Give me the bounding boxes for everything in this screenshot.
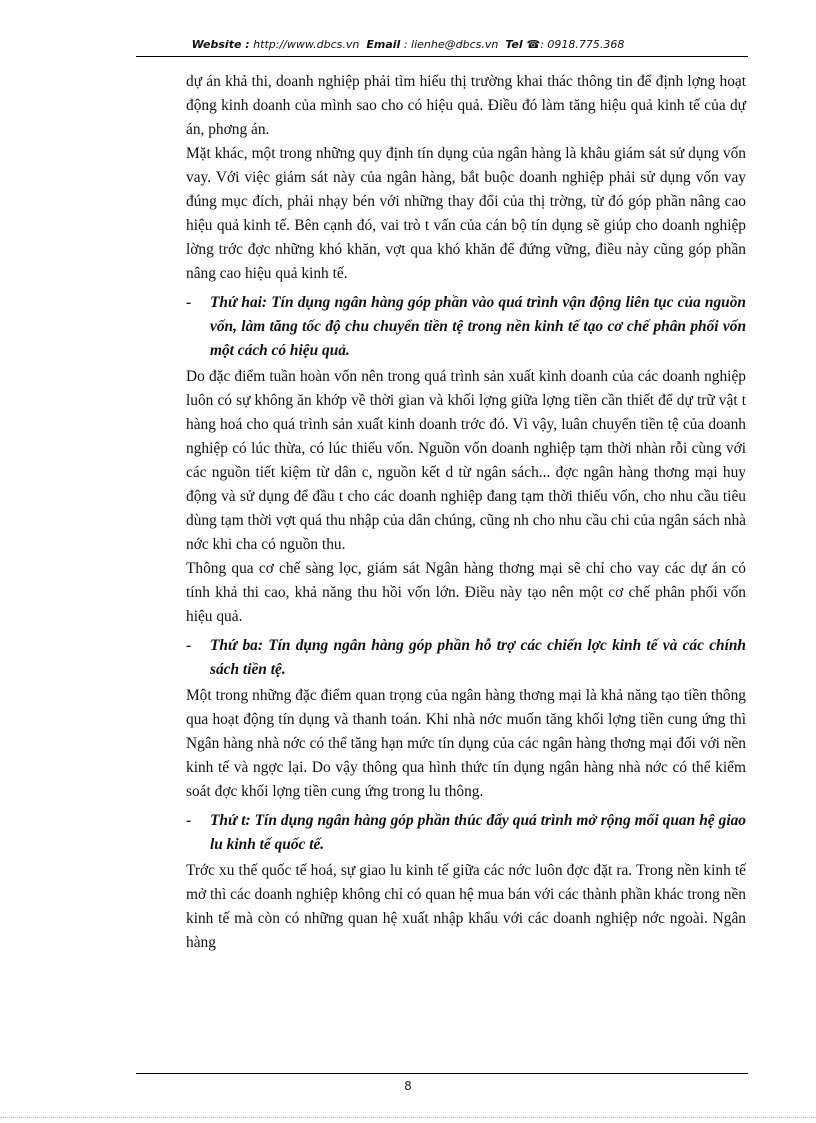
paragraph-5: Một trong những đặc điểm quan trọng của ngân hàng thơng mại là khả năng tạo tiền thông qua hoạt động tín dụng và thanh toán. Khi nhà nớc muốn tăng khối lợng tiền cung ứng thì Ngân hàng nhà nớc có thể tăng hạn mức tín dụng của các ngân hàng thơng mại đối với nền kinh tế và ngợc lại. Do vậy thông qua hình thức tín dụng ngân hàng nhà nớc có thể kiểm soát đợc khối lợng tiền cung ứng trong lu thông. <box>186 687 746 800</box>
bullet-dash: - <box>186 812 192 829</box>
page-bottom-border <box>0 1117 816 1118</box>
email-value[interactable]: : lienhe@dbcs.vn <box>403 38 499 51</box>
page-header <box>0 38 816 51</box>
paragraph-1: dự án khả thi, doanh nghiệp phải tìm hiểu thị trường khai thác thông tin để định lợng hoạt động kinh doanh của mình sao cho có hiệu quả. Điều đó làm tăng hiệu quả kinh tế của dự án, phơng án. <box>186 73 746 138</box>
bullet-dash: - <box>186 637 192 654</box>
heading-text: Thứ hai: Tín dụng ngân hàng góp phần vào quá trình vận động liên tục của nguồn vốn, làm tăng tốc độ chu chuyển tiền tệ trong nền kinh tế tạo cơ chế phân phối vốn một cách có hiệu quả. <box>210 294 746 359</box>
paragraph-4: Thông qua cơ chế sàng lọc, giám sát Ngân hàng thơng mại sẽ chỉ cho vay các dự án có tính khả thi cao, khả năng thu hồi vốn lớn. Điều này tạo nên một cơ chế phân phối vốn hiệu quả. <box>186 560 746 625</box>
heading-text: Thứ ba: Tín dụng ngân hàng góp phần hỗ trợ các chiến lợc kinh tế và các chính sách tiền tệ. <box>210 637 746 678</box>
header-divider <box>136 56 748 57</box>
website-label: Website : <box>191 38 250 51</box>
heading-thu-hai <box>186 291 746 363</box>
paragraph-2: Mặt khác, một trong những quy định tín dụng của ngân hàng là khâu giám sát sử dụng vốn vay. Với việc giám sát này của ngân hàng, bắt buộc doanh nghiệp phải sử dụng vốn vay đúng mục đích, phải nhạy bén với những thay đổi của thị trờng, từ đó góp phần nâng cao hiệu quả kinh tế. Bên cạnh đó, vai trò t vấn của cán bộ tín dụng sẽ giúp cho doanh nghiệp lờng trớc đợc những khó khăn, vợt qua khó khăn để đứng vững, điều này cũng góp phần nâng cao hiệu quả kinh tế. <box>186 145 746 282</box>
footer-divider <box>136 1073 748 1074</box>
heading-thu-ba <box>186 634 746 682</box>
bullet-dash: - <box>186 294 192 311</box>
page-number: 8 <box>404 1079 412 1093</box>
tel-value: : 0918.775.368 <box>540 38 625 51</box>
document-body <box>186 70 746 955</box>
paragraph-3: Do đặc điểm tuần hoàn vốn nên trong quá trình sản xuất kinh doanh của các doanh nghiệp luôn có sự không ăn khớp về thời gian và khối lợng giữa lợng tiền cần thiết để dự trữ vật t hàng hoá cho quá trình sản xuất kinh doanh trớc đó. Vì vậy, luân chuyển tiền tệ của doanh nghiệp có lúc thừa, có lúc thiếu vốn. Nguồn vốn doanh nghiệp tạm thời nhàn rỗi cùng với các nguồn tiết kiệm từ dân c, nguồn kết d từ ngân sách... đợc ngân hàng thơng mại huy động và sử dụng để đầu t cho các doanh nghiệp đang tạm thời thiếu vốn, cho nhu cầu tiêu dùng tạm thời vợt quá thu nhập của dân chúng, cũng nh cho nhu cầu chi của ngân sách nhà nớc khi cha có nguồn thu. <box>186 368 746 553</box>
heading-thu-tu <box>186 809 746 857</box>
heading-text: Thứ t: Tín dụng ngân hàng góp phần thúc đẩy quá trình mở rộng mối quan hệ giao lu kinh tế quốc tế. <box>210 812 746 853</box>
tel-label: Tel ☎ <box>505 38 541 51</box>
website-url[interactable]: http://www.dbcs.vn <box>253 38 360 51</box>
paragraph-6: Trớc xu thế quốc tế hoá, sự giao lu kinh tế giữa các nớc luôn đợc đặt ra. Trong nền kinh tế mở thì các doanh nghiệp không chỉ có quan hệ mua bán với các thành phần khác trong nền kinh tế mà còn có những quan hệ xuất nhập khẩu với các doanh nghiệp nớc ngoài. Ngân hàng <box>186 862 746 951</box>
email-label: Email <box>366 38 401 51</box>
